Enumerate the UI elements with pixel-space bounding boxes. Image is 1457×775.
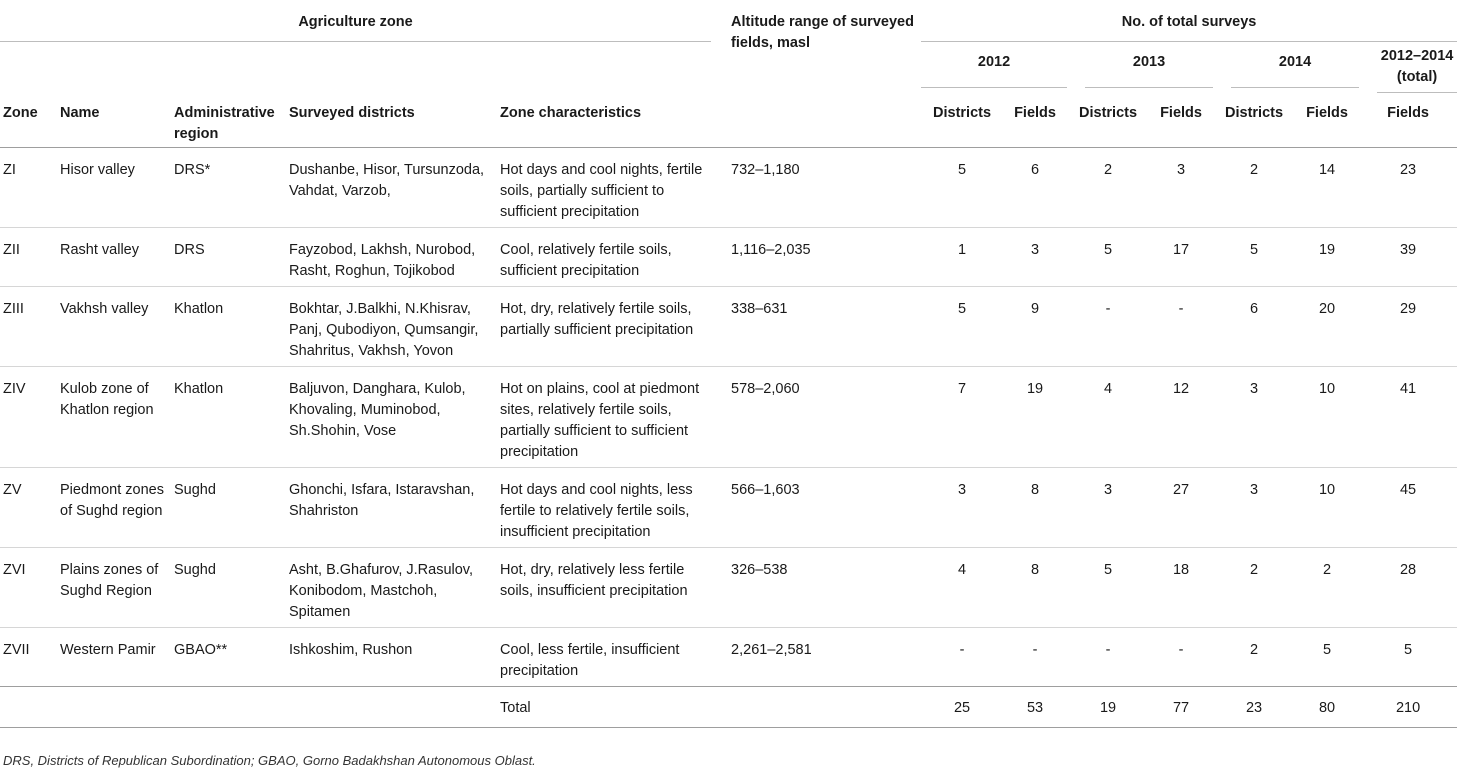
d2014-cell: 2 (1249, 162, 1259, 178)
admin-cell: DRS* (174, 162, 211, 178)
col-fields-2013: Fields (1160, 105, 1202, 121)
total-f2012: 53 (1026, 700, 1044, 716)
f2013-cell: 3 (1176, 162, 1186, 178)
char-cell: Cool, less fertile, insufficient precipitation (500, 628, 711, 687)
d2013-cell: 3 (1067, 468, 1149, 548)
f2012-cell: - (1003, 628, 1067, 687)
col-districts-2013: Districts (1079, 105, 1138, 121)
f2013-cell: 12 (1149, 367, 1213, 468)
admin-cell: Sughd (174, 468, 289, 548)
f2012-cell: 8 (1003, 548, 1067, 628)
total-f2014: 80 (1318, 700, 1336, 716)
totals-row (0, 687, 1457, 728)
header-row-3 (0, 93, 1457, 148)
year-2014-header: 2014 (1213, 42, 1359, 93)
agri-zone-header: Agriculture zone (0, 0, 711, 42)
f2013-cell: 17 (1149, 228, 1213, 287)
table-footnote: DRS, Districts of Republican Subordination; GBAO, Gorno Badakhshan Autonomous Oblast. (3, 753, 536, 768)
zone-cell: ZI (3, 162, 16, 178)
col-districts-2012: Districts (933, 105, 992, 121)
char-cell: Hot days and cool nights, fertile soils, partially sufficient to sufficient precipitation (500, 162, 703, 220)
total-d2012: 25 (953, 700, 971, 716)
zone-cell: ZIII (0, 287, 60, 367)
name-cell: Vakhsh valley (60, 287, 174, 367)
altitude-header: Altitude range of surveyed fields, masl (731, 14, 914, 51)
char-cell: Cool, relatively fertile soils, sufficient precipitation (500, 228, 711, 287)
d2014-cell: 3 (1213, 468, 1295, 548)
total-all: 210 (1395, 700, 1421, 716)
col-fields-2012: Fields (1014, 105, 1056, 121)
col-char-header: Zone characteristics (500, 105, 642, 121)
total-cell: 28 (1359, 548, 1457, 628)
table-row (0, 548, 1457, 628)
d2013-cell: - (1067, 287, 1149, 367)
f2014-cell: 5 (1295, 628, 1359, 687)
districts-cell: Bokhtar, J.Balkhi, N.Khisrav, Panj, Qubodiyon, Qumsangir, Shahritus, Vakhsh, Yovon (289, 287, 500, 367)
d2012-cell: 5 (957, 162, 967, 178)
col-zone-header: Zone (3, 105, 38, 121)
name-cell: Kulob zone of Khatlon region (60, 367, 174, 468)
char-cell: Hot, dry, relatively less fertile soils, insufficient precipitation (500, 548, 711, 628)
name-cell: Rasht valley (60, 228, 174, 287)
table-row (0, 287, 1457, 367)
districts-cell: Ghonchi, Isfara, Istaravshan, Shahriston (289, 468, 500, 548)
altitude-cell: 732–1,180 (731, 162, 800, 178)
col-districts-2014: Districts (1225, 105, 1284, 121)
col-fields-2014: Fields (1306, 105, 1348, 121)
f2014-cell: 2 (1295, 548, 1359, 628)
col-name-header: Name (60, 105, 100, 121)
total-cell: 39 (1359, 228, 1457, 287)
zone-cell: ZVII (0, 628, 60, 687)
d2013-cell: - (1067, 628, 1149, 687)
d2014-cell: 2 (1213, 548, 1295, 628)
total-cell: 45 (1359, 468, 1457, 548)
char-cell: Hot days and cool nights, less fertile to relatively fertile soils, insufficient precipitation (500, 468, 711, 548)
total-d2013: 19 (1099, 700, 1117, 716)
f2014-cell: 14 (1318, 162, 1336, 178)
f2012-cell: 9 (1003, 287, 1067, 367)
f2013-cell: 18 (1149, 548, 1213, 628)
name-cell: Western Pamir (60, 628, 174, 687)
f2012-cell: 6 (1030, 162, 1040, 178)
d2012-cell: 4 (921, 548, 1003, 628)
year-2012-header: 2012 (921, 42, 1067, 93)
f2014-cell: 10 (1295, 367, 1359, 468)
d2014-cell: 6 (1213, 287, 1295, 367)
altitude-cell: 326–538 (711, 548, 921, 628)
table-row (0, 148, 1457, 228)
f2012-cell: 3 (1003, 228, 1067, 287)
altitude-cell: 2,261–2,581 (711, 628, 921, 687)
d2012-cell: 1 (921, 228, 1003, 287)
admin-cell: Khatlon (174, 287, 289, 367)
admin-cell: Sughd (174, 548, 289, 628)
altitude-cell: 1,116–2,035 (711, 228, 921, 287)
total-label: Total (500, 700, 531, 716)
table-row (0, 228, 1457, 287)
total-cell: 5 (1359, 628, 1457, 687)
name-cell: Hisor valley (60, 162, 135, 178)
col-admin-header: Administrative region (174, 105, 275, 142)
name-cell: Piedmont zones of Sughd region (60, 468, 174, 548)
f2012-cell: 8 (1003, 468, 1067, 548)
d2014-cell: 5 (1213, 228, 1295, 287)
header-row-1 (0, 0, 1457, 42)
f2013-cell: - (1149, 287, 1213, 367)
districts-cell: Asht, B.Ghafurov, J.Rasulov, Konibodom, Mastchoh, Spitamen (289, 548, 500, 628)
f2014-cell: 20 (1295, 287, 1359, 367)
altitude-cell: 338–631 (711, 287, 921, 367)
year-2013-header: 2013 (1067, 42, 1213, 93)
d2013-cell: 5 (1067, 228, 1149, 287)
districts-cell: Ishkoshim, Rushon (289, 628, 500, 687)
d2013-cell: 5 (1067, 548, 1149, 628)
total-cell: 41 (1359, 367, 1457, 468)
districts-cell: Baljuvon, Danghara, Kulob, Khovaling, Muminobod, Sh.Shohin, Vose (289, 367, 500, 468)
f2013-cell: 27 (1149, 468, 1213, 548)
d2014-cell: 3 (1213, 367, 1295, 468)
f2013-cell: - (1149, 628, 1213, 687)
f2012-cell: 19 (1003, 367, 1067, 468)
table-row (0, 628, 1457, 687)
d2012-cell: 7 (921, 367, 1003, 468)
altitude-cell: 566–1,603 (711, 468, 921, 548)
altitude-cell: 578–2,060 (711, 367, 921, 468)
admin-cell: DRS (174, 228, 289, 287)
zone-cell: ZII (0, 228, 60, 287)
year-total-header: 2012–2014 (total) (1359, 42, 1457, 93)
zone-cell: ZV (0, 468, 60, 548)
name-cell: Plains zones of Sughd Region (60, 548, 174, 628)
d2012-cell: 5 (921, 287, 1003, 367)
surveys-header: No. of total surveys (921, 0, 1457, 42)
col-districts-header: Surveyed districts (289, 105, 415, 121)
d2013-cell: 2 (1103, 162, 1113, 178)
districts-cell: Fayzobod, Lakhsh, Nurobod, Rasht, Roghun, Tojikobod (289, 228, 500, 287)
d2014-cell: 2 (1213, 628, 1295, 687)
zone-cell: ZVI (0, 548, 60, 628)
d2012-cell: 3 (921, 468, 1003, 548)
col-fields-total: Fields (1387, 105, 1429, 121)
char-cell: Hot on plains, cool at piedmont sites, relatively fertile soils, partially sufficient to sufficient precipitation (500, 367, 711, 468)
total-f2013: 77 (1172, 700, 1190, 716)
f2014-cell: 10 (1295, 468, 1359, 548)
zone-cell: ZIV (0, 367, 60, 468)
table-row (0, 367, 1457, 468)
d2013-cell: 4 (1067, 367, 1149, 468)
char-cell: Hot, dry, relatively fertile soils, partially sufficient precipitation (500, 287, 711, 367)
total-cell: 23 (1399, 162, 1417, 178)
admin-cell: Khatlon (174, 367, 289, 468)
d2012-cell: - (921, 628, 1003, 687)
total-cell: 29 (1359, 287, 1457, 367)
table-row (0, 468, 1457, 548)
admin-cell: GBAO** (174, 628, 289, 687)
total-d2014: 23 (1245, 700, 1263, 716)
f2014-cell: 19 (1295, 228, 1359, 287)
districts-cell: Dushanbe, Hisor, Tursunzoda, Vahdat, Varzob, (289, 162, 485, 199)
